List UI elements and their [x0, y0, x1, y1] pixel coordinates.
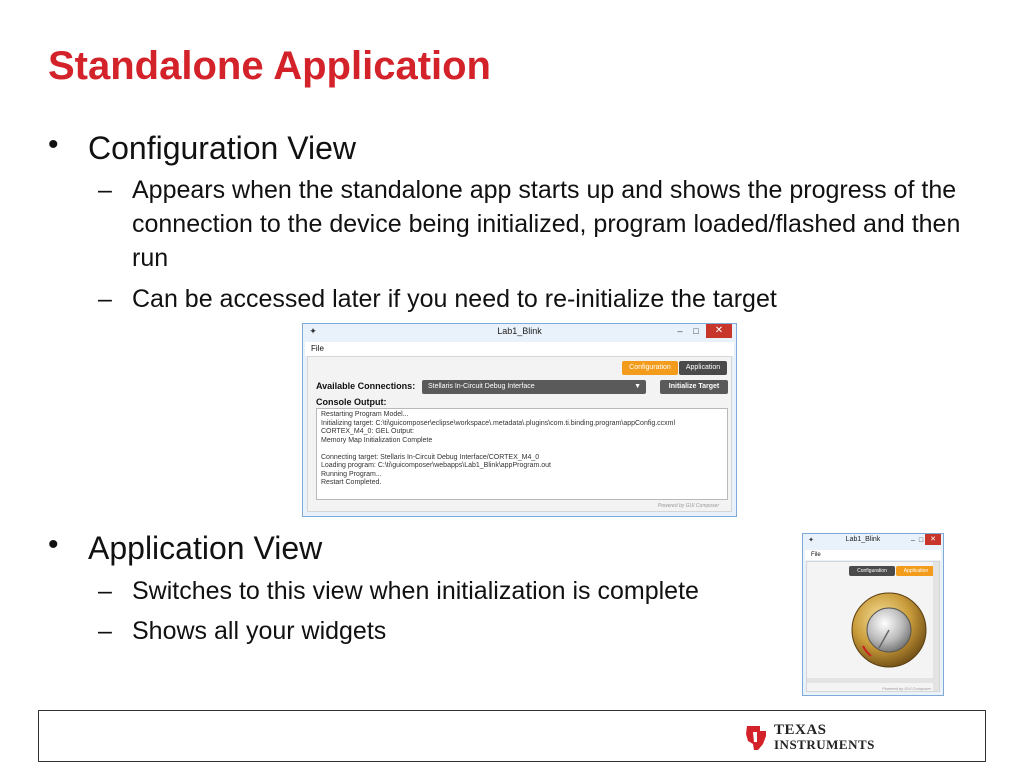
bullet-dot: • — [48, 128, 59, 161]
app-icon: ✦ — [309, 326, 317, 336]
menu-file[interactable]: File — [305, 342, 734, 356]
connections-label: Available Connections: — [316, 381, 416, 391]
menu-file[interactable]: File — [805, 550, 941, 560]
bullet-dot: • — [48, 528, 59, 561]
console-line: Restarting Program Model... — [321, 411, 409, 418]
console-line: Memory Map Initialization Complete — [321, 436, 433, 444]
dash-icon: – — [98, 577, 112, 605]
dash-icon: – — [98, 285, 112, 313]
bullet-application-view — [48, 528, 323, 567]
bullet-text: Application View — [88, 530, 323, 566]
console-line — [321, 445, 723, 454]
logo-word-instruments: INSTRUMENTS — [774, 737, 875, 752]
console-line: Initializing target: C:\ti\guicomposer\eclipse\workspace\.metadata\.plugins\com.ti.binding.program\appConfig.ccxml — [321, 419, 676, 427]
console-output[interactable] — [316, 408, 728, 500]
sub-bullet-text: Appears when the standalone app starts up and shows the progress of the connection to the device being initialized, program loaded/flashed and then run — [132, 176, 961, 272]
console-line: Connecting target: Stellaris In-Circuit Debug Interface/CORTEX_M4_0 — [321, 453, 540, 461]
console-line: Restart Completed. — [321, 479, 382, 486]
bullet-configuration-view — [48, 128, 357, 167]
tab-configuration[interactable]: Configuration — [622, 361, 678, 375]
dash-icon: – — [98, 617, 112, 645]
powered-by-text: Powered by GUI Composer — [657, 503, 719, 509]
close-icon[interactable]: ✕ — [706, 324, 732, 338]
window-titlebar — [803, 534, 943, 550]
application-window — [802, 533, 944, 696]
sub-bullet-text: Switches to this view when initialization is complete — [132, 577, 699, 605]
knob-widget[interactable] — [849, 590, 929, 670]
console-line: CORTEX_M4_0: GEL Output: — [321, 428, 414, 435]
bullet-text: Configuration View — [88, 130, 357, 166]
powered-by-text: Powered by GUI Composer — [882, 686, 931, 691]
console-line: Loading program: C:\ti\guicomposer\webapps\Lab1_Blink\appProgram.out — [321, 462, 551, 469]
console-line: Running Program... — [321, 470, 382, 478]
minimize-icon[interactable]: – — [677, 326, 683, 336]
sub-bullet-text: Can be accessed later if you need to re-initialize the target — [132, 285, 777, 313]
tab-application[interactable]: Application — [679, 361, 727, 375]
scrollbar[interactable] — [933, 562, 939, 691]
window-titlebar — [303, 324, 736, 340]
tab-application[interactable]: Application — [896, 566, 936, 576]
window-title: Lab1_Blink — [845, 536, 881, 543]
sub-bullet — [98, 614, 792, 648]
maximize-icon[interactable]: □ — [918, 537, 924, 544]
connection-select[interactable] — [422, 380, 646, 394]
horizontal-scrollbar[interactable] — [807, 678, 933, 683]
initialize-target-button[interactable]: Initialize Target — [660, 380, 728, 394]
sub-bullet-text: Shows all your widgets — [132, 617, 387, 645]
logo-word-texas: TEXAS — [774, 722, 827, 738]
maximize-icon[interactable]: □ — [693, 326, 699, 336]
sub-bullet — [98, 574, 792, 608]
chevron-down-icon: ▼ — [634, 383, 641, 390]
window-title: Lab1_Blink — [497, 326, 542, 336]
dash-icon: – — [98, 176, 112, 204]
connection-selected-value: Stellaris In-Circuit Debug Interface — [428, 383, 535, 390]
sub-bullet — [98, 173, 972, 275]
close-icon[interactable]: ✕ — [925, 534, 941, 545]
console-label: Console Output: — [316, 397, 387, 407]
slide-title: Standalone Application — [48, 44, 491, 88]
minimize-icon[interactable]: – — [911, 537, 915, 544]
window-body — [806, 561, 940, 692]
ti-logo-icon — [744, 724, 770, 752]
window-body — [307, 356, 732, 512]
ti-logo — [744, 720, 874, 756]
configuration-window — [302, 323, 737, 517]
app-icon: ✦ — [808, 537, 814, 544]
tab-configuration[interactable]: Configuration — [849, 566, 895, 576]
sub-bullet — [98, 282, 972, 316]
